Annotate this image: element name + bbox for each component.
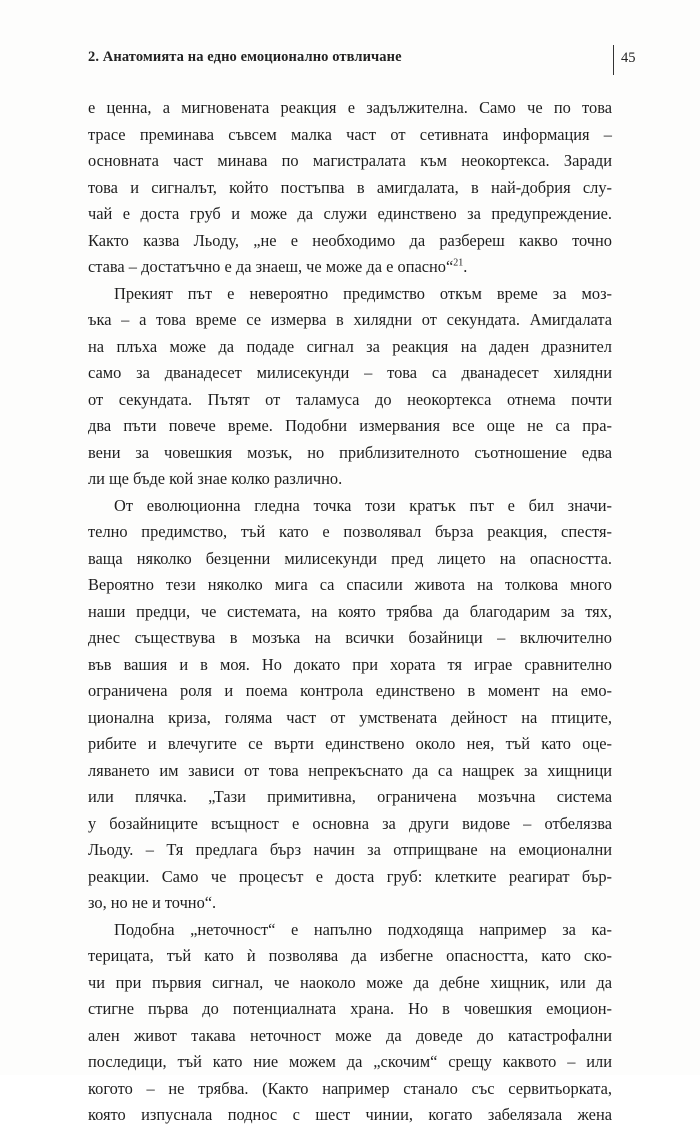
- body-text: [88, 95, 612, 1129]
- text-line: това и сигналът, който постъпва в амигдалата, в най-добрия слу-: [88, 177, 612, 197]
- running-header: [88, 45, 648, 71]
- text-line: трасе преминава съвсем малка част от сетивната информация –: [88, 124, 612, 144]
- text-line-content: става – достатъчно е да знаеш, че може да е опасно“: [88, 257, 454, 276]
- text-line: два пъти повече време. Подобни измервания все още не са пра-: [88, 416, 612, 435]
- text-line: стигне първа до потенциалната храна. Но в човешкия емоцион-: [88, 999, 612, 1018]
- text-line: основната част минава по магистралата към неокортекса. Заради: [88, 151, 612, 170]
- text-line: телно предимство, тъй като е позволявал бърза реакция, спестя-: [88, 522, 612, 541]
- text-line: Както казва Льоду, „не е необходимо да разбереш какво точно: [88, 230, 612, 250]
- text-line: чи при първия сигнал, че наоколо може да дебне хищник, или да: [88, 972, 612, 992]
- text-line: терицата, тъй като ѝ позволява да избегне опасността, като ско-: [88, 946, 612, 965]
- text-line: от секундата. Пътят от таламуса до неокортекса отнема почти: [88, 389, 612, 409]
- text-line: ли ще бъде кой знае колко различно.: [88, 469, 343, 488]
- text-line: вени за човешкия мозък, но приблизителното съотношение едва: [88, 442, 612, 462]
- text-line: ваща няколко безценни милисекунди пред лицето на опасността.: [88, 548, 612, 568]
- text-line: реакции. Само че процесът е доста груб: клетките реагират бър-: [88, 866, 612, 886]
- text-line: която изпуснала поднос с шест чинии, когато забелязала жена: [88, 1105, 612, 1124]
- sentence-period: .: [463, 257, 468, 276]
- text-line: Подобна „неточност“ е напълно подходяща например за ка-: [114, 919, 612, 939]
- text-line: у бозайниците всъщност е основна за други видове – отбелязва: [88, 813, 612, 833]
- page-number: 45: [621, 50, 636, 66]
- text-line: е ценна, а мигновената реакция е задължителна. Само че по това: [88, 98, 612, 117]
- text-line: днес съществува в мозъка на всички бозайници – включително: [88, 628, 612, 647]
- text-line: ционална криза, голяма част от умствената дейност на птиците,: [88, 707, 612, 727]
- text-line: наши предци, че системата, на която трябва да благодарим за тях,: [88, 601, 612, 621]
- header-divider: [613, 45, 614, 75]
- text-line: От еволюционна гледна точка този кратък път е бил значи-: [114, 495, 612, 515]
- text-line: ъка – а това време се измерва в хилядни от секундата. Амигдалата: [88, 310, 612, 329]
- text-line: Вероятно тези няколко мига са спасили живота на толкова много: [88, 575, 612, 594]
- text-line: когото – не трябва. (Както например станало със сервитьорката,: [88, 1078, 612, 1098]
- text-line: рибите и влечугите се върти единствено около нея, тъй като оце-: [88, 734, 612, 753]
- text-line: ален живот такава неточност може да доведе до катастрофални: [88, 1025, 612, 1045]
- text-line: ляването им зависи от това непрекъснато да са нащрек за хищници: [88, 760, 612, 780]
- text-line: ограничена роля и поема контрола единствено в момент на емо-: [88, 681, 612, 700]
- text-line: във вашия и в моя. Но докато при хората тя играе сравнително: [88, 654, 612, 674]
- text-line: или плячка. „Тази примитивна, ограничена мозъчна система: [88, 787, 612, 806]
- chapter-title: 2. Анатомията на едно емоционално отвличане: [88, 49, 402, 65]
- footnote-marker: 21: [453, 257, 464, 269]
- text-line: само за дванадесет милисекунди – това са дванадесет хилядни: [88, 363, 612, 382]
- text-line: Льоду. – Тя предлага бърз начин за отприщване на емоционални: [88, 840, 612, 859]
- text-line: последици, тъй като ние можем да „скочим“ срещу каквото – или: [88, 1052, 612, 1071]
- text-line: зо, но не и точно“.: [88, 893, 217, 912]
- text-line: на плъха може да подаде сигнал за реакция на даден дразнител: [88, 336, 612, 356]
- text-line-with-footnote: [88, 254, 612, 281]
- text-line: чай е доста груб и може да служи единствено за предупреждение.: [88, 204, 612, 223]
- text-line: Прекият път е невероятно предимство откъм време за моз-: [114, 283, 612, 303]
